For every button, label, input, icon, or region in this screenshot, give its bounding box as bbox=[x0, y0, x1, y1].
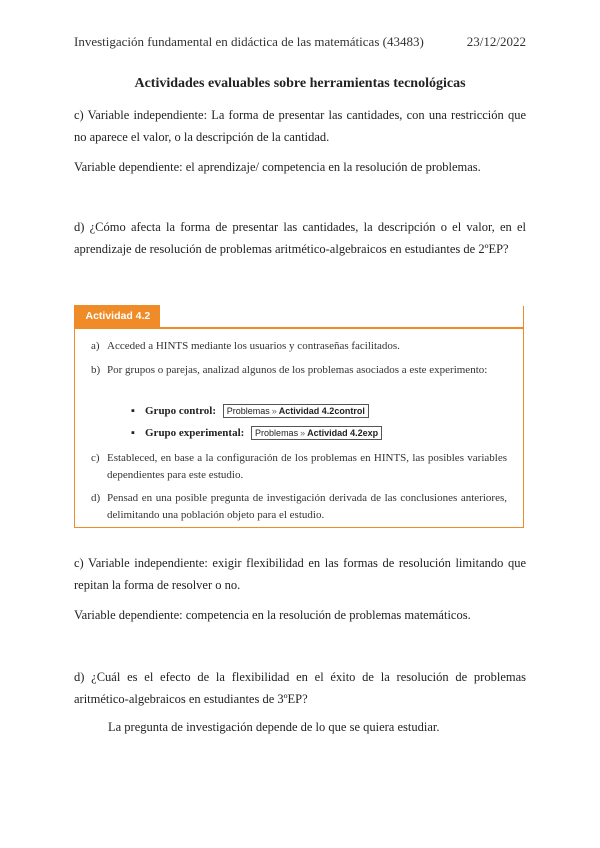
activity-item-b bbox=[91, 362, 511, 379]
item-d-text: Pensad en una posible pregunta de investigación derivada de las conclusiones anteriores, delimitando una población objeto para el estudio. bbox=[107, 492, 507, 521]
bullet-icon: ▪ bbox=[131, 405, 135, 417]
item-d-label: d) bbox=[91, 492, 101, 504]
control-breadcrumb bbox=[223, 404, 369, 418]
crumb-problems: Problemas bbox=[255, 428, 299, 438]
section1-research-question: d) ¿Cómo afecta la forma de presentar las cantidades, la descripción o el valor, en el aprendizaje de resolución de problemas aritmético-algebraicos en estudiantes de 2ºEP? bbox=[74, 220, 526, 256]
document-title: Actividades evaluables sobre herramientas tecnológicas bbox=[134, 76, 466, 91]
control-group-line bbox=[131, 404, 369, 418]
section1-independent-variable: c) Variable independiente: La forma de presentar las cantidades, con una restricción que no aparece el valor, o la descripción de la cantidad. bbox=[74, 108, 526, 144]
item-c-text: Estableced, en base a la configuración de los problemas en HINTS, las posibles variables dependientes para este estudio. bbox=[107, 452, 507, 481]
section2-independent-variable: c) Variable independiente: exigir flexibilidad en las formas de resolución limitando que repitan la forma de resolver o no. bbox=[74, 556, 526, 592]
section1-dependent-variable: Variable dependiente: el aprendizaje/ competencia en la resolución de problemas. bbox=[74, 160, 481, 174]
activity-box bbox=[74, 306, 524, 528]
item-b-label: b) bbox=[91, 364, 101, 376]
bullet-icon: ▪ bbox=[131, 427, 135, 439]
crumb-separator-icon: » bbox=[271, 406, 277, 416]
activity-tab: Actividad 4.2 bbox=[74, 305, 161, 327]
section2-note: La pregunta de investigación depende de lo que se quiera estudiar. bbox=[108, 720, 440, 734]
section2-dependent-variable: Variable dependiente: competencia en la resolución de problemas matemáticos. bbox=[74, 608, 471, 622]
item-a-text: Acceded a HINTS mediante los usuarios y contraseñas facilitados. bbox=[107, 340, 400, 352]
course-name: Investigación fundamental en didáctica de las matemáticas (43483) bbox=[74, 34, 424, 49]
experimental-breadcrumb bbox=[251, 426, 382, 440]
crumb-activity: Actividad 4.2control bbox=[278, 406, 365, 416]
crumb-problems: Problemas bbox=[226, 406, 270, 416]
crumb-activity: Actividad 4.2exp bbox=[307, 428, 379, 438]
experimental-group-label: Grupo experimental: bbox=[145, 427, 245, 439]
activity-item-d bbox=[91, 490, 511, 524]
crumb-separator-icon: » bbox=[300, 428, 306, 438]
control-group-label: Grupo control: bbox=[145, 405, 216, 417]
item-a-label: a) bbox=[91, 340, 100, 352]
item-c-label: c) bbox=[91, 452, 100, 464]
activity-item-c bbox=[91, 450, 511, 484]
page-header bbox=[74, 34, 526, 50]
item-b-text: Por grupos o parejas, analizad algunos de los problemas asociados a este experimento: bbox=[107, 364, 488, 376]
experimental-group-line bbox=[131, 426, 382, 440]
section2-research-question: d) ¿Cuál es el efecto de la flexibilidad en el éxito de la resolución de problemas aritmético-algebraicos en estudiantes de 3ºEP? bbox=[74, 670, 526, 706]
activity-item-a bbox=[91, 338, 511, 355]
document-date: 23/12/2022 bbox=[466, 34, 526, 49]
activity-divider bbox=[75, 327, 523, 329]
